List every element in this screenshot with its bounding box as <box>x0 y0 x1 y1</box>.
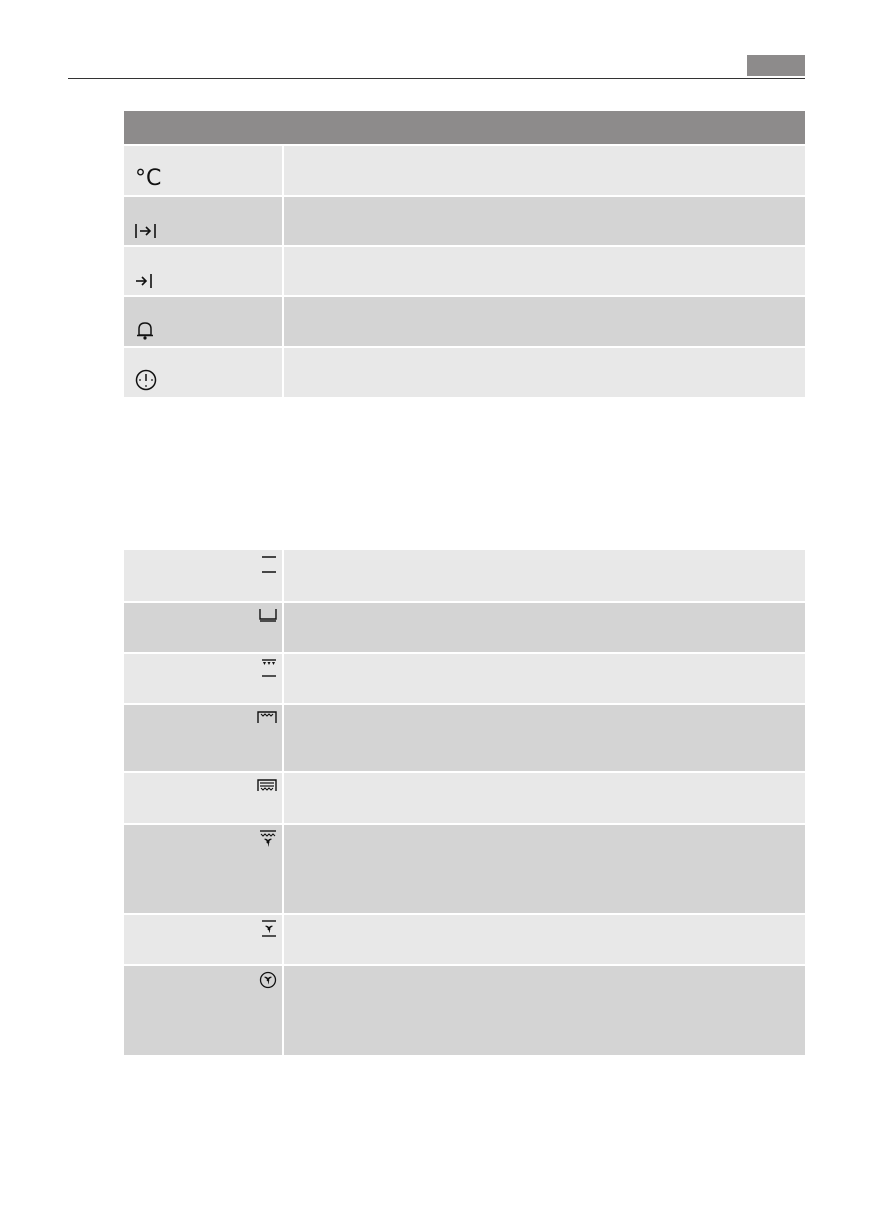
display-symbols-table <box>124 111 805 397</box>
table-row <box>124 346 805 397</box>
description-cell <box>282 654 805 703</box>
symbol-cell <box>124 348 282 397</box>
table-row <box>124 195 805 245</box>
symbol-cell <box>124 966 282 1055</box>
description-cell <box>282 247 805 295</box>
description-cell <box>282 966 805 1055</box>
symbol-cell <box>124 915 282 964</box>
true-fan-icon <box>259 971 277 989</box>
table-row <box>124 295 805 346</box>
table-row <box>124 823 805 913</box>
description-cell <box>282 825 805 913</box>
table-row <box>124 245 805 295</box>
table-row <box>124 601 805 652</box>
description-cell <box>282 550 805 601</box>
table-row <box>124 550 805 601</box>
top-heat-icon <box>261 659 277 679</box>
symbol-cell <box>124 705 282 771</box>
description-cell <box>282 705 805 771</box>
clock-icon <box>135 369 157 391</box>
symbol-cell <box>124 825 282 913</box>
table-row <box>124 144 805 195</box>
table-row <box>124 771 805 823</box>
turbo-grill-icon <box>259 830 277 850</box>
symbol-cell <box>124 146 282 195</box>
symbol-cell <box>124 550 282 601</box>
duration-icon <box>135 223 157 239</box>
bottom-heat-icon <box>259 608 277 622</box>
grill-icon <box>257 710 277 724</box>
table-header <box>124 111 805 144</box>
description-cell <box>282 146 805 195</box>
table-row <box>124 913 805 964</box>
symbol-cell <box>124 654 282 703</box>
symbol-cell <box>124 197 282 245</box>
description-cell <box>282 915 805 964</box>
page-number-tab <box>747 55 805 76</box>
description-cell <box>282 197 805 245</box>
pizza-setting-icon <box>261 920 277 940</box>
fast-grill-icon <box>257 778 277 792</box>
symbol-cell <box>124 297 282 346</box>
celsius-icon: °C <box>135 166 162 191</box>
symbol-cell <box>124 247 282 295</box>
end-time-icon <box>135 273 153 289</box>
description-cell <box>282 348 805 397</box>
conventional-cooking-icon <box>261 555 277 575</box>
description-cell <box>282 297 805 346</box>
description-cell <box>282 603 805 652</box>
table-row <box>124 652 805 703</box>
table-row <box>124 703 805 771</box>
symbol-cell <box>124 773 282 823</box>
description-cell <box>282 773 805 823</box>
symbol-cell <box>124 603 282 652</box>
header-rule <box>68 78 805 79</box>
oven-functions-table <box>124 550 805 1055</box>
bell-icon <box>135 320 155 340</box>
table-row <box>124 964 805 1055</box>
